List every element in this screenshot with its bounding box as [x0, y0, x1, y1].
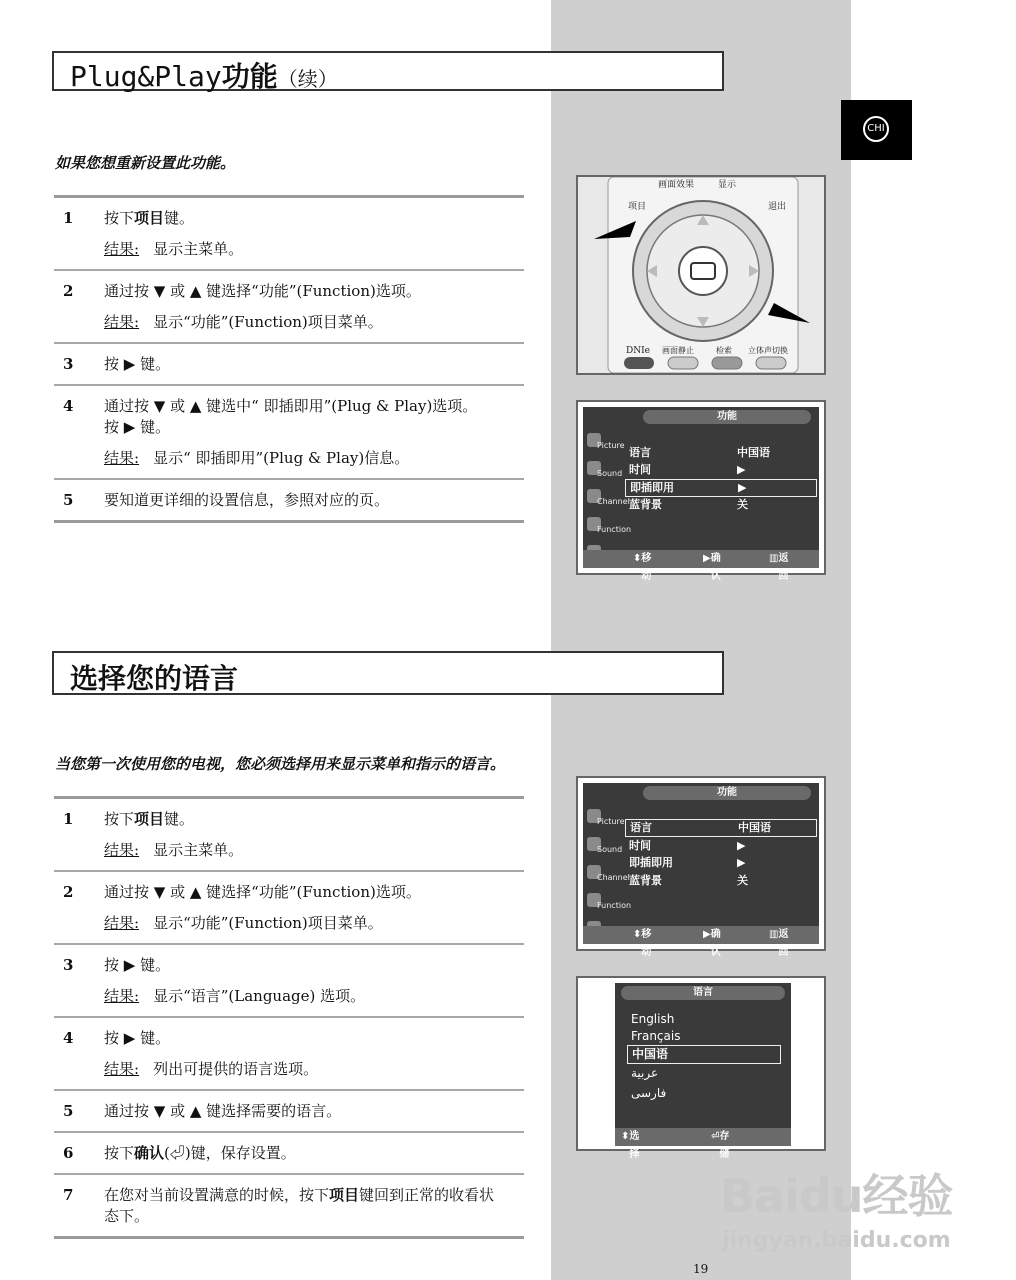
osd-figure-1 — [576, 400, 826, 582]
osd-title: 功能 — [643, 786, 811, 800]
lang-item-french: Français — [631, 1029, 681, 1043]
osd-side-channel: Channel — [587, 485, 623, 513]
remote-control-figure — [576, 175, 826, 375]
step-item: 6 按下确认(⏎)键，保存设置。 — [54, 1133, 524, 1175]
osd-title: 功能 — [643, 410, 811, 424]
step-item: 1 按下项目键。 结果: 显示主菜单。 — [54, 198, 524, 271]
intro-text-1: 如果您想重新设置此功能。 — [55, 154, 236, 172]
osd-row-language: 语言 中国语 — [629, 446, 770, 459]
osd-footer: ⬍ 移动 ▶ 确认 ▥ 返回 — [583, 550, 819, 568]
title-small: （续） — [277, 67, 338, 91]
osd-row-blue-screen: 蓝背景 关 — [629, 874, 748, 887]
remote-label-exit: 退出 — [768, 202, 787, 212]
chi-label: CHI — [863, 116, 889, 142]
osd-side-channel: Channel — [587, 861, 623, 889]
watermark-main: Baidu经验 — [720, 1169, 953, 1223]
osd-row-language: 语言 中国语 — [625, 819, 817, 837]
steps-list-2 — [54, 796, 524, 1239]
page-number: 19 — [693, 1262, 709, 1276]
title-strong: 功能 — [221, 60, 278, 93]
osd-row-time: 时间 ▶ — [629, 839, 746, 852]
language-tab — [841, 100, 912, 160]
step-item: 5 通过按 ▼ 或 ▲ 键选择需要的语言。 — [54, 1091, 524, 1133]
step-item: 7 在您对当前设置满意的时候，按下项目键回到正常的收看状 态下。 — [54, 1175, 524, 1239]
watermark — [720, 1160, 953, 1253]
intro-text-2: 当您第一次使用您的电视，您必须选择用来显示菜单和指示的语言。 — [55, 755, 506, 773]
osd-row-plug-play: 即插即用 ▶ — [625, 479, 817, 497]
remote-label-picture: 画面效果 — [658, 180, 695, 190]
lang-footer: ⬍ 选择 ⏎ 存储 — [615, 1128, 791, 1146]
step-item: 3 按 ▶ 键。 结果: 显示“语言”(Language) 选项。 — [54, 945, 524, 1018]
remote-label-dnie: DNIe — [626, 346, 650, 356]
remote-label-stereo: 立体声切换 — [748, 346, 788, 355]
osd-figure-2 — [576, 776, 826, 958]
remote-label-search: 检索 — [716, 346, 732, 355]
step-item: 4 通过按 ▼ 或 ▲ 键选中“ 即插即用”(Plug & Play)选项。 按 ▶ 键。 结果: 显示“ 即插即用”(Plug & Play)信息。 — [54, 386, 524, 480]
osd-side-function: Function — [587, 513, 623, 541]
osd-sidebar — [587, 805, 632, 945]
section-title-language — [52, 651, 724, 695]
lang-item-persian: فارسی — [631, 1086, 667, 1100]
osd-side-function: Function — [587, 889, 623, 917]
osd-side-sound: Sound — [587, 833, 623, 861]
lang-title: 语言 — [621, 986, 785, 1000]
remote-label-still: 画面静止 — [662, 346, 694, 355]
step-item: 2 通过按 ▼ 或 ▲ 键选择“功能”(Function)选项。 结果: 显示“功能”(Function)项目菜单。 — [54, 872, 524, 945]
osd-row-blue-screen: 蓝背景 关 — [629, 498, 748, 511]
remote-label-menu: 项目 — [628, 202, 647, 212]
step-item: 4 按 ▶ 键。 结果: 列出可提供的语言选项。 — [54, 1018, 524, 1091]
step-item: 3 按 ▶ 键。 — [54, 344, 524, 386]
lang-item-english: English — [631, 1012, 675, 1026]
osd-row-plug-play: 即插即用 ▶ — [629, 856, 746, 869]
remote-label-display: 显示 — [718, 180, 737, 190]
title-bold: 选择您的语言 — [70, 662, 239, 695]
language-figure — [576, 976, 826, 1160]
lang-item-chinese: 中国语 — [627, 1045, 781, 1064]
title-mono: Plug&Play — [70, 60, 222, 93]
remote-control-illustration — [578, 177, 824, 373]
osd-screen — [583, 407, 819, 582]
osd-side-picture: Picture — [587, 805, 623, 833]
lang-item-arabic: عربية — [631, 1066, 659, 1080]
osd-row-time: 时间 ▶ — [629, 463, 746, 476]
steps-list-1 — [54, 195, 524, 523]
step-item: 1 按下项目键。 结果: 显示主菜单。 — [54, 799, 524, 872]
osd-screen — [583, 783, 819, 958]
language-screen — [615, 983, 791, 1160]
osd-footer: ⬍ 移动 ▶ 确认 ▥ 返回 — [583, 926, 819, 944]
osd-side-picture: Picture — [587, 429, 623, 457]
osd-sidebar — [587, 429, 632, 569]
watermark-sub: jingyan.baidu.com — [722, 1228, 951, 1253]
section-title-plug-play — [52, 51, 724, 91]
osd-side-sound: Sound — [587, 457, 623, 485]
step-item: 5 要知道更详细的设置信息，参照对应的页。 — [54, 480, 524, 523]
step-item: 2 通过按 ▼ 或 ▲ 键选择“功能”(Function)选项。 结果: 显示“功能”(Function)项目菜单。 — [54, 271, 524, 344]
